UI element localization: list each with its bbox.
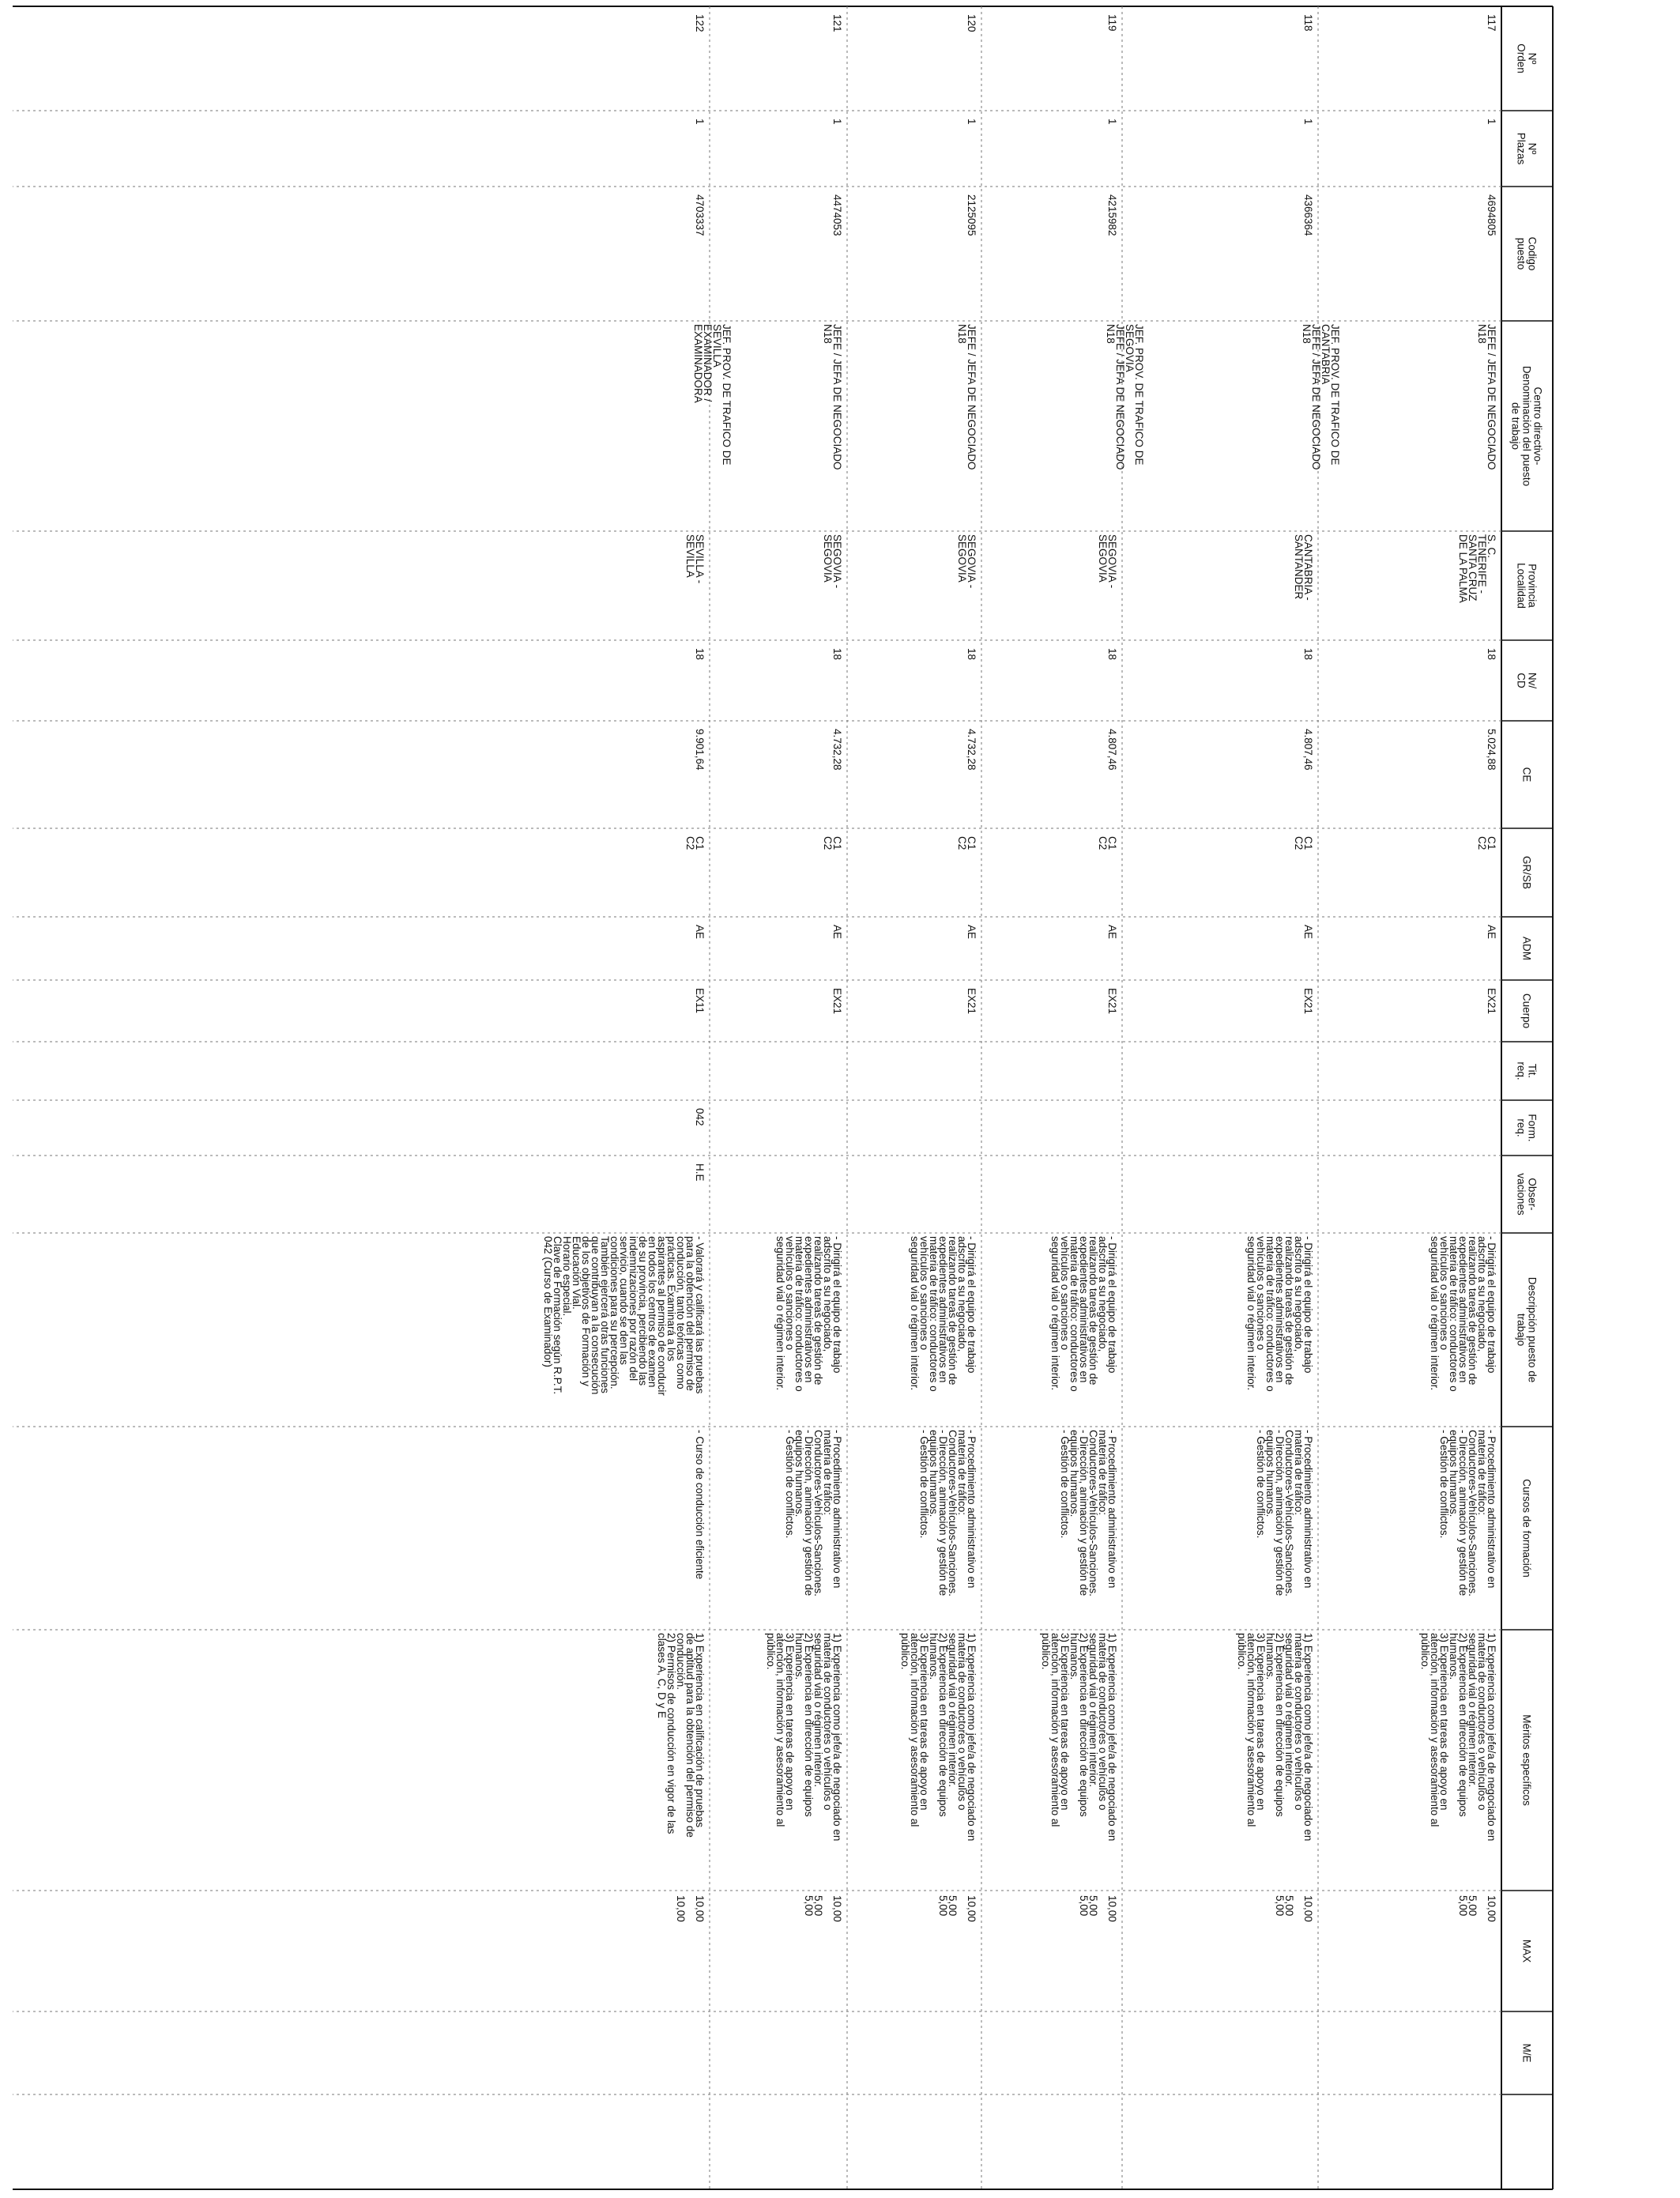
cell-descripcion: seguridad vial o régimen interior.	[774, 1236, 786, 1391]
cell-descripcion: vehículos o sanciones o	[1438, 1236, 1450, 1351]
cell-cursos: materia de tráfico:	[1097, 1430, 1109, 1516]
cell-orden: 117	[1486, 14, 1497, 32]
cell-cursos: - Procedimiento administrativo en	[1106, 1430, 1118, 1589]
cell-provincia: SEVILLA -	[694, 534, 706, 584]
cell-adm: AE	[1486, 925, 1497, 940]
cell-grsb: C1	[1486, 836, 1497, 850]
cell-codigo: 4215982	[1106, 194, 1118, 236]
header-provincia: Localidad	[1515, 563, 1527, 609]
cell-orden: 118	[1302, 14, 1314, 32]
cell-meritos: materia de conductores o vehículos o	[956, 1633, 968, 1811]
cell-orden: 120	[966, 14, 977, 32]
header-nvcd: Nv/	[1526, 672, 1539, 689]
cell-meritos: 1) Experiencia como jefe/a de negociado en	[831, 1633, 843, 1842]
cell-adm: AE	[831, 925, 843, 940]
header-max: MAX	[1520, 1939, 1533, 1963]
header-centro: de trabajo	[1509, 402, 1522, 451]
cell-meritos: humanos.	[928, 1633, 940, 1680]
cell-descripcion: También ejercerá otras funciones	[599, 1236, 611, 1393]
cell-descripcion: Clave de Formación según R.P.T.	[552, 1236, 563, 1395]
cell-cursos: materia de tráfico:	[822, 1430, 834, 1516]
cell-meritos: 1) Experiencia en calificación de pruebas	[694, 1633, 706, 1828]
cell-meritos: 3) Experiencia en tareas de apoyo en	[1255, 1633, 1267, 1811]
header-cursos: Cursos de formación	[1520, 1479, 1533, 1578]
cell-plazas: 1	[1106, 119, 1118, 125]
header-plazas: Plazas	[1515, 132, 1527, 165]
cell-cursos: equipos humanos.	[1264, 1430, 1276, 1517]
cell-descripcion: expedientes administrativos en	[1457, 1236, 1469, 1383]
cell-grsb: C1	[831, 836, 843, 850]
cell-centro: N18	[1301, 324, 1313, 344]
cell-meritos: público.	[1419, 1633, 1431, 1670]
header-tit: req.	[1515, 1061, 1527, 1080]
header-desc: trabajo	[1515, 1313, 1527, 1347]
cell-cuerpo: EX21	[831, 988, 843, 1015]
cell-meritos: clases A, C, D y E	[656, 1633, 668, 1719]
cell-unidad: CANTABRIA	[1320, 324, 1332, 385]
cell-meritos: 3) Experiencia en tareas de apoyo en	[784, 1633, 796, 1811]
cell-nvcd: 18	[1106, 648, 1118, 661]
cell-codigo: 4694805	[1486, 194, 1497, 236]
cell-nvcd: 18	[1486, 648, 1497, 661]
cell-meritos: atención, información y asesoramiento al	[1049, 1633, 1061, 1827]
cell-descripcion: indemnizaciones por razón del	[627, 1236, 639, 1382]
cell-meritos: seguridad vial o régimen interior.	[1283, 1633, 1295, 1788]
cell-cursos: equipos humanos.	[928, 1430, 940, 1517]
cell-plazas: 1	[1302, 119, 1314, 125]
cell-provincia: SANTA CRUZ	[1467, 534, 1478, 601]
cell-grsb: C2	[1097, 836, 1109, 850]
cell-grsb: C1	[966, 836, 977, 850]
cell-meritos: seguridad vial o régimen interior.	[1467, 1633, 1478, 1788]
cell-meritos: humanos.	[1448, 1633, 1460, 1680]
cell-meritos: 1) Experiencia como jefe/a de negociado en	[966, 1633, 977, 1842]
cell-descripcion: servicio, cuando se den las	[618, 1236, 630, 1365]
cell-max: 5,00	[937, 1895, 949, 1917]
cell-centro: N18	[956, 324, 968, 344]
cell-descripcion: vehículos o sanciones o	[784, 1236, 796, 1351]
cell-orden: 121	[831, 14, 843, 32]
cell-cursos: - Gestión de conflictos.	[1059, 1430, 1071, 1539]
cell-max: 5,00	[803, 1895, 815, 1917]
cell-nvcd: 18	[831, 648, 843, 661]
cell-descripcion: materia de tráfico: conductores o	[1068, 1236, 1080, 1392]
cell-ce: 4.807,46	[1106, 729, 1118, 771]
cell-centro: JEFE / JEFA DE NEGOCIADO	[831, 324, 843, 470]
cell-provincia: SEGOVIA	[822, 534, 834, 582]
cell-plazas: 1	[966, 119, 977, 125]
cell-provincia: SEGOVIA -	[966, 534, 977, 589]
header-desc: Descripción puesto de	[1526, 1276, 1539, 1383]
cell-nvcd: 18	[694, 648, 706, 661]
cell-descripcion: materia de tráfico: conductores o	[928, 1236, 940, 1392]
header-adm: ADM	[1520, 937, 1533, 960]
cell-descripcion: expedientes administrativos en	[1078, 1236, 1090, 1383]
cell-meritos: atención, información y asesoramiento al	[774, 1633, 786, 1827]
cell-cursos: materia de tráfico:	[956, 1430, 968, 1516]
cell-grsb: C1	[1106, 836, 1118, 850]
cell-cursos: Conductores-Vehículos-Sanciones.	[947, 1430, 959, 1597]
cell-meritos: de aptitud para la obtención del permiso de	[684, 1633, 696, 1838]
cell-unidad: JEF. PROV. DE TRAFICO DE	[1329, 324, 1341, 466]
cell-adm: AE	[694, 925, 706, 940]
cell-provincia: SEGOVIA -	[1106, 534, 1118, 589]
cell-centro: JEFE / JEFA DE NEGOCIADO	[1310, 324, 1322, 470]
cell-descripcion: seguridad vial o régimen interior.	[1429, 1236, 1441, 1391]
cell-cursos: - Dirección, animación y gestión de	[1457, 1430, 1469, 1597]
cell-descripcion: - Valorará y calificará las pruebas	[694, 1236, 706, 1394]
header-grsb: GR/SB	[1520, 855, 1533, 890]
cell-meritos: seguridad vial o régimen interior.	[1087, 1633, 1099, 1788]
cell-form: 042	[694, 1108, 706, 1126]
cell-ce: 4.732,28	[831, 729, 843, 771]
cell-meritos: materia de conductores o vehículos o	[1097, 1633, 1109, 1811]
cell-descripcion: aspirantes al permiso de conducir	[656, 1236, 668, 1396]
cell-descripcion: Educación Vial.	[571, 1236, 582, 1310]
cell-ce: 4.807,46	[1302, 729, 1314, 771]
cell-max: 5,00	[1274, 1895, 1286, 1917]
cell-cursos: - Procedimiento administrativo en	[966, 1430, 977, 1589]
cell-descripcion: conducción, tanto teóricas como	[675, 1236, 687, 1389]
cell-meritos: seguridad vial o régimen interior.	[947, 1633, 959, 1788]
cell-meritos: 3) Experiencia en tareas de apoyo en	[918, 1633, 930, 1811]
cell-descripcion: adscrito a su negociado,	[1097, 1236, 1109, 1352]
cell-cursos: - Gestión de conflictos.	[784, 1430, 796, 1539]
cell-centro: JEFE / JEFA DE NEGOCIADO	[1486, 324, 1497, 470]
cell-meritos: 1) Experiencia como jefe/a de negociado en	[1302, 1633, 1314, 1842]
cell-descripcion: 042 (Curso de Examinador)	[542, 1236, 554, 1367]
header-obs: vaciones	[1515, 1173, 1527, 1216]
cell-descripcion: expedientes administrativos en	[1274, 1236, 1286, 1383]
cell-orden: 122	[694, 14, 706, 32]
cell-unidad: SEGOVIA	[1124, 324, 1136, 372]
cell-cursos: Conductores-Vehículos-Sanciones.	[1467, 1430, 1478, 1597]
cell-codigo: 4366364	[1302, 194, 1314, 236]
cell-provincia: CANTABRIA -	[1302, 534, 1314, 601]
cell-cursos: - Curso de conducción eficiente	[694, 1430, 706, 1580]
cell-max: 10,00	[675, 1895, 687, 1922]
cell-cursos: - Gestión de conflictos.	[918, 1430, 930, 1539]
cell-descripcion: condiciones para su percepción.	[608, 1236, 620, 1389]
cell-cursos: - Procedimiento administrativo en	[1486, 1430, 1497, 1589]
cell-codigo: 4703337	[694, 194, 706, 236]
cell-max: 10,00	[1486, 1895, 1497, 1922]
cell-plazas: 1	[694, 119, 706, 125]
cell-descripcion: materia de tráfico: conductores o	[1264, 1236, 1276, 1392]
cell-max: 5,00	[1457, 1895, 1469, 1917]
cell-meritos: 2) Experiencia en dirección de equipos	[1457, 1633, 1469, 1817]
header-tit: Tit.	[1526, 1063, 1539, 1079]
cell-max: 10,00	[694, 1895, 706, 1922]
cell-grsb: C2	[822, 836, 834, 850]
cell-descripcion: expedientes administrativos en	[937, 1236, 949, 1383]
cell-max: 10,00	[966, 1895, 977, 1922]
cell-meritos: 2) Experiencia en dirección de equipos	[803, 1633, 815, 1817]
cell-descripcion: seguridad vial o régimen interior.	[909, 1236, 921, 1391]
cell-provincia: DE LA PALMA	[1457, 534, 1469, 603]
header-codigo: puesto	[1515, 237, 1527, 270]
header-nvcd: CD	[1515, 673, 1527, 688]
cell-provincia: SEGOVIA	[956, 534, 968, 582]
cell-descripcion: Horario especial.	[561, 1236, 573, 1317]
cell-adm: AE	[1302, 925, 1314, 940]
cell-max: 5,00	[1078, 1895, 1090, 1917]
cell-centro: JEFE / JEFA DE NEGOCIADO	[1114, 324, 1126, 470]
cell-max: 5,00	[1467, 1895, 1478, 1917]
cell-meritos: 3) Experiencia en tareas de apoyo en	[1059, 1633, 1071, 1811]
cell-meritos: humanos.	[1264, 1633, 1276, 1680]
cell-descripcion: vehículos o sanciones o	[1255, 1236, 1267, 1351]
cell-descripcion: realizando tareas de gestión de	[1467, 1236, 1478, 1386]
cell-descripcion: seguridad vial o régimen interior.	[1245, 1236, 1257, 1391]
cell-unidad: JEF. PROV. DE TRAFICO DE	[1133, 324, 1145, 466]
cell-meritos: materia de conductores o vehículos o	[1476, 1633, 1488, 1811]
cell-ce: 5.024,88	[1486, 729, 1497, 771]
cell-unidad: JEF. PROV. DE TRAFICO DE	[721, 324, 733, 466]
cell-nvcd: 18	[966, 648, 977, 661]
cell-cursos: Conductores-Vehículos-Sanciones.	[1087, 1430, 1099, 1597]
cell-provincia: TENERIFE -	[1476, 534, 1488, 594]
cell-cursos: - Dirección, animación y gestión de	[1274, 1430, 1286, 1597]
cell-centro: EXAMINADOR /	[702, 324, 714, 402]
cell-centro: JEFE / JEFA DE NEGOCIADO	[966, 324, 977, 470]
cell-meritos: humanos.	[1068, 1633, 1080, 1680]
cell-descripcion: en todos los centros de examen	[646, 1236, 658, 1388]
cell-cuerpo: EX21	[1106, 988, 1118, 1015]
cell-obs: H.E	[694, 1163, 706, 1182]
cell-adm: AE	[966, 925, 977, 940]
cell-codigo: 4474053	[831, 194, 843, 236]
cell-ce: 4.732,28	[966, 729, 977, 771]
cell-descripcion: expedientes administrativos en	[803, 1236, 815, 1383]
cell-cuerpo: EX11	[694, 988, 706, 1014]
cell-meritos: materia de conductores o vehículos o	[1293, 1633, 1305, 1811]
cell-cursos: materia de tráfico:	[1476, 1430, 1488, 1516]
cell-meritos: 2) Permisos de conducción en vigor de las	[665, 1633, 677, 1834]
cell-descripcion: adscrito a su negociado,	[1293, 1236, 1305, 1352]
cell-max: 5,00	[947, 1895, 959, 1917]
cell-descripcion: materia de tráfico: conductores o	[1448, 1236, 1460, 1392]
cell-cursos: - Dirección, animación y gestión de	[1078, 1430, 1090, 1597]
header-obs: Obser-	[1526, 1178, 1539, 1211]
cell-cursos: equipos humanos.	[793, 1430, 805, 1517]
cell-adm: AE	[1106, 925, 1118, 940]
header-centro: Denominación del puesto	[1520, 365, 1533, 487]
cell-meritos: público.	[899, 1633, 911, 1670]
cell-cursos: - Procedimiento administrativo en	[831, 1430, 843, 1589]
cell-descripcion: seguridad vial o régimen interior.	[1049, 1236, 1061, 1391]
cell-meritos: conducción.	[675, 1633, 687, 1691]
cell-descripcion: adscrito a su negociado,	[1476, 1236, 1488, 1352]
cell-cursos: equipos humanos.	[1448, 1430, 1460, 1517]
cell-plazas: 1	[1486, 119, 1497, 125]
cell-max: 5,00	[1283, 1895, 1295, 1917]
cell-meritos: público.	[765, 1633, 777, 1670]
cell-centro: N18	[1105, 324, 1117, 344]
cell-meritos: 3) Experiencia en tareas de apoyo en	[1438, 1633, 1450, 1811]
cell-meritos: 1) Experiencia como jefe/a de negociado en	[1486, 1633, 1497, 1842]
cell-descripcion: de su provincia, percibiendo las	[637, 1236, 649, 1386]
cell-descripcion: prácticas. Examinará a los	[665, 1236, 677, 1362]
cell-descripcion: para la obtención del permiso de	[684, 1236, 696, 1391]
cell-cuerpo: EX21	[1486, 988, 1497, 1015]
cell-descripcion: - Dirigirá el equipo de trabajo	[1106, 1236, 1118, 1374]
cell-grsb: C1	[1302, 836, 1314, 850]
cell-grsb: C2	[956, 836, 968, 850]
header-ce: CE	[1520, 767, 1533, 782]
cell-provincia: SANTANDER	[1293, 534, 1305, 600]
cell-grsb: C2	[1476, 836, 1488, 850]
cell-unidad: SEVILLA	[711, 324, 723, 368]
cell-cursos: Conductores-Vehículos-Sanciones.	[812, 1430, 824, 1597]
cell-provincia: SEGOVIA	[1097, 534, 1109, 582]
cell-meritos: atención, información y asesoramiento al	[1245, 1633, 1257, 1827]
header-me: M/E	[1520, 2043, 1533, 2063]
cell-orden: 119	[1106, 14, 1118, 32]
header-form: req.	[1515, 1118, 1527, 1137]
cell-meritos: 1) Experiencia como jefe/a de negociado en	[1106, 1633, 1118, 1842]
cell-provincia: SEGOVIA -	[831, 534, 843, 589]
cell-ce: 9.901,64	[694, 729, 706, 771]
cell-centro: N18	[822, 324, 834, 344]
cell-centro: N18	[1476, 324, 1488, 344]
cell-descripcion: - Dirigirá el equipo de trabajo	[1486, 1236, 1497, 1374]
cell-max: 5,00	[812, 1895, 824, 1917]
cell-grsb: C2	[684, 836, 696, 850]
header-orden: Orden	[1515, 43, 1527, 74]
cell-cuerpo: EX21	[1302, 988, 1314, 1015]
cell-descripcion: de los objetivos de Formación y	[580, 1236, 592, 1386]
header-meritos: Méritos específicos	[1520, 1714, 1533, 1806]
cell-max: 10,00	[1302, 1895, 1314, 1922]
cell-descripcion: materia de tráfico: conductores o	[793, 1236, 805, 1392]
cell-provincia: S. C.	[1486, 534, 1497, 559]
cell-cursos: - Dirección, animación y gestión de	[803, 1430, 815, 1597]
cell-meritos: atención, información y asesoramiento al	[1429, 1633, 1441, 1827]
cell-cursos: - Procedimiento administrativo en	[1302, 1430, 1314, 1589]
cell-cuerpo: EX21	[966, 988, 977, 1015]
cell-max: 10,00	[831, 1895, 843, 1922]
cell-max: 10,00	[1106, 1895, 1118, 1922]
cell-descripcion: adscrito a su negociado,	[822, 1236, 834, 1352]
cell-meritos: atención, información y asesoramiento al	[909, 1633, 921, 1827]
header-plazas: Nº	[1526, 142, 1539, 155]
cell-descripcion: - Dirigirá el equipo de trabajo	[1302, 1236, 1314, 1374]
cell-cursos: equipos humanos.	[1068, 1430, 1080, 1517]
cell-descripcion: realizando tareas de gestión de	[1283, 1236, 1295, 1386]
cell-meritos: 2) Experiencia en dirección de equipos	[1274, 1633, 1286, 1817]
cell-grsb: C1	[694, 836, 706, 850]
cell-descripcion: vehículos o sanciones o	[1059, 1236, 1071, 1351]
cell-descripcion: vehículos o sanciones o	[918, 1236, 930, 1351]
header-cuerpo: Cuerpo	[1520, 993, 1533, 1029]
cell-cursos: Conductores-Vehículos-Sanciones.	[1283, 1430, 1295, 1597]
cell-grsb: C2	[1293, 836, 1305, 850]
cell-descripcion: - Dirigirá el equipo de trabajo	[966, 1236, 977, 1374]
header-orden: Nº	[1526, 52, 1539, 65]
header-provincia: Provincia	[1526, 564, 1539, 608]
cell-meritos: materia de conductores o vehículos o	[822, 1633, 834, 1811]
cell-meritos: público.	[1040, 1633, 1052, 1670]
cell-nvcd: 18	[1302, 648, 1314, 661]
cell-plazas: 1	[831, 119, 843, 125]
cell-max: 5,00	[1087, 1895, 1099, 1917]
header-codigo: Codigo	[1526, 236, 1539, 271]
cell-meritos: humanos.	[793, 1633, 805, 1680]
cell-descripcion: realizando tareas de gestión de	[947, 1236, 959, 1386]
cell-descripcion: que contribuyan a la consecución	[590, 1236, 601, 1395]
cell-meritos: seguridad vial o régimen interior.	[812, 1633, 824, 1788]
cell-descripcion: realizando tareas de gestión de	[1087, 1236, 1099, 1386]
cell-codigo: 2125095	[966, 194, 977, 236]
cell-cursos: - Gestión de conflictos.	[1255, 1430, 1267, 1539]
cell-meritos: 2) Experiencia en dirección de equipos	[937, 1633, 949, 1817]
cell-descripcion: adscrito a su negociado,	[956, 1236, 968, 1352]
cell-meritos: público.	[1236, 1633, 1248, 1670]
cell-meritos: 2) Experiencia en dirección de equipos	[1078, 1633, 1090, 1817]
cell-cursos: - Dirección, animación y gestión de	[937, 1430, 949, 1597]
header-centro: Centro directivo-	[1531, 386, 1544, 466]
cell-cursos: materia de tráfico:	[1293, 1430, 1305, 1516]
cell-centro: EXAMINADORA	[692, 324, 704, 403]
header-form: Form.	[1526, 1114, 1539, 1142]
cell-descripcion: realizando tareas de gestión de	[812, 1236, 824, 1386]
cell-provincia: SEVILLA	[684, 534, 696, 578]
cell-descripcion: - Dirigirá el equipo de trabajo	[831, 1236, 843, 1374]
cell-cursos: - Gestión de conflictos.	[1438, 1430, 1450, 1539]
